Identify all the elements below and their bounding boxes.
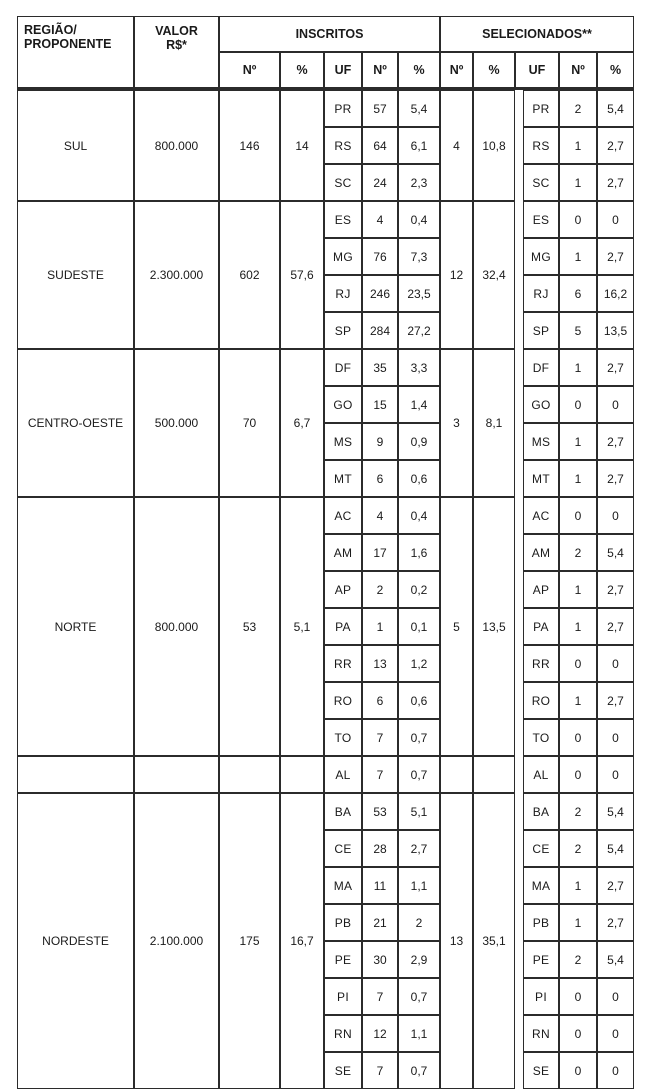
state-selecionados-num-cell: 2	[559, 793, 597, 830]
state-selecionados-num-cell: 1	[559, 608, 597, 645]
state-uf-cell: GO	[324, 386, 362, 423]
region-name-cell: SUDESTE	[17, 201, 134, 349]
state-selecionados-num-cell: 0	[559, 386, 597, 423]
state-selecionados-num-cell: 2	[559, 830, 597, 867]
state-selecionados-num-cell: 1	[559, 127, 597, 164]
header-sel-num: Nº	[440, 52, 473, 88]
state-selecionados-pct-cell: 16,2	[597, 275, 634, 312]
state-inscritos-num-cell: 30	[362, 941, 398, 978]
header-valor	[134, 16, 219, 88]
region-name-cell: CENTRO-OESTE	[17, 349, 134, 497]
state-inscritos-pct-cell: 5,4	[398, 90, 440, 127]
region-selecionados-num-cell: 13	[440, 793, 473, 1089]
header-regiao: REGIÃO/	[24, 23, 77, 37]
region-inscritos-pct-cell: 16,7	[280, 793, 324, 1089]
state-inscritos-pct-cell: 6,1	[398, 127, 440, 164]
table-row	[17, 201, 634, 238]
region-selecionados-pct-cell: 10,8	[473, 90, 515, 201]
header-row-top	[17, 16, 634, 52]
region-inscritos-pct-cell: 5,1	[280, 497, 324, 756]
region-selecionados-pct-cell: 32,4	[473, 201, 515, 349]
state-uf-cell: AL	[324, 756, 362, 793]
state-sel-uf-cell: SP	[523, 312, 559, 349]
state-selecionados-pct-cell: 13,5	[597, 312, 634, 349]
state-selecionados-num-cell: 1	[559, 460, 597, 497]
state-uf-cell: MT	[324, 460, 362, 497]
state-selecionados-pct-cell: 2,7	[597, 867, 634, 904]
state-uf-cell: RO	[324, 682, 362, 719]
state-selecionados-num-cell: 0	[559, 1015, 597, 1052]
region-inscritos-num-cell: 146	[219, 90, 280, 201]
state-inscritos-pct-cell: 3,3	[398, 349, 440, 386]
state-inscritos-pct-cell: 0,4	[398, 201, 440, 238]
state-uf-cell: PI	[324, 978, 362, 1015]
region-selecionados-num-cell: 5	[440, 497, 473, 756]
state-inscritos-num-cell: 7	[362, 978, 398, 1015]
region-inscritos-num-cell	[219, 756, 280, 793]
state-sel-uf-cell: RS	[523, 127, 559, 164]
state-sel-uf-cell: RJ	[523, 275, 559, 312]
state-selecionados-pct-cell: 2,7	[597, 904, 634, 941]
state-uf-cell: RS	[324, 127, 362, 164]
state-selecionados-pct-cell: 2,7	[597, 608, 634, 645]
region-inscritos-pct-cell	[280, 756, 324, 793]
header-ins-num: Nº	[219, 52, 280, 88]
state-selecionados-pct-cell: 2,7	[597, 127, 634, 164]
state-uf-cell: SE	[324, 1052, 362, 1089]
state-uf-cell: AM	[324, 534, 362, 571]
region-selecionados-pct-cell: 35,1	[473, 793, 515, 1089]
region-valor-cell: 800.000	[134, 497, 219, 756]
state-inscritos-pct-cell: 2,3	[398, 164, 440, 201]
state-selecionados-pct-cell: 0	[597, 756, 634, 793]
state-sel-uf-cell: PR	[523, 90, 559, 127]
region-selecionados-num-cell: 4	[440, 90, 473, 201]
state-selecionados-num-cell: 0	[559, 978, 597, 1015]
state-inscritos-pct-cell: 27,2	[398, 312, 440, 349]
state-inscritos-pct-cell: 2,7	[398, 830, 440, 867]
state-selecionados-num-cell: 2	[559, 534, 597, 571]
region-name-cell: NORTE	[17, 497, 134, 756]
state-uf-cell: RR	[324, 645, 362, 682]
region-inscritos-pct-cell: 14	[280, 90, 324, 201]
state-inscritos-num-cell: 15	[362, 386, 398, 423]
state-sel-uf-cell: RN	[523, 1015, 559, 1052]
state-selecionados-num-cell: 2	[559, 90, 597, 127]
state-inscritos-pct-cell: 5,1	[398, 793, 440, 830]
state-selecionados-num-cell: 1	[559, 867, 597, 904]
state-selecionados-num-cell: 1	[559, 164, 597, 201]
state-inscritos-pct-cell: 0,7	[398, 978, 440, 1015]
state-selecionados-num-cell: 0	[559, 756, 597, 793]
state-inscritos-num-cell: 53	[362, 793, 398, 830]
state-selecionados-pct-cell: 0	[597, 497, 634, 534]
state-selecionados-num-cell: 2	[559, 941, 597, 978]
table-row	[17, 756, 634, 793]
state-inscritos-num-cell: 4	[362, 201, 398, 238]
header-regiao-proponente	[17, 16, 134, 88]
state-sel-uf-cell: TO	[523, 719, 559, 756]
state-uf-cell: PE	[324, 941, 362, 978]
state-sel-uf-cell: AM	[523, 534, 559, 571]
state-inscritos-pct-cell: 1,4	[398, 386, 440, 423]
state-selecionados-num-cell: 0	[559, 497, 597, 534]
state-selecionados-pct-cell: 2,7	[597, 460, 634, 497]
state-selecionados-num-cell: 1	[559, 238, 597, 275]
state-sel-uf-cell: MT	[523, 460, 559, 497]
region-valor-cell: 500.000	[134, 349, 219, 497]
state-inscritos-num-cell: 76	[362, 238, 398, 275]
state-inscritos-pct-cell: 1,6	[398, 534, 440, 571]
state-uf-cell: SC	[324, 164, 362, 201]
state-selecionados-pct-cell: 5,4	[597, 830, 634, 867]
column-gap	[515, 349, 523, 497]
header-ins-uf: UF	[324, 52, 362, 88]
region-inscritos-num-cell: 602	[219, 201, 280, 349]
header-proponente: PROPONENTE	[24, 37, 112, 51]
state-sel-uf-cell: BA	[523, 793, 559, 830]
table-row	[17, 349, 634, 386]
region-inscritos-num-cell: 70	[219, 349, 280, 497]
state-selecionados-pct-cell: 2,7	[597, 349, 634, 386]
state-inscritos-num-cell: 6	[362, 682, 398, 719]
header-inscritos: INSCRITOS	[219, 16, 440, 52]
header-selecionados: SELECIONADOS**	[440, 16, 634, 52]
state-sel-uf-cell: AC	[523, 497, 559, 534]
header-ins-uf-num: Nº	[362, 52, 398, 88]
header-valor-label: VALOR	[155, 24, 198, 38]
region-valor-cell	[134, 756, 219, 793]
state-selecionados-pct-cell: 0	[597, 386, 634, 423]
state-sel-uf-cell: MG	[523, 238, 559, 275]
column-gap	[515, 90, 523, 201]
state-sel-uf-cell: ES	[523, 201, 559, 238]
state-inscritos-pct-cell: 1,2	[398, 645, 440, 682]
state-selecionados-pct-cell: 0	[597, 201, 634, 238]
state-uf-cell: PB	[324, 904, 362, 941]
header-sel-uf-num: Nº	[559, 52, 597, 88]
state-uf-cell: TO	[324, 719, 362, 756]
state-inscritos-pct-cell: 0,2	[398, 571, 440, 608]
state-inscritos-num-cell: 21	[362, 904, 398, 941]
state-selecionados-num-cell: 1	[559, 904, 597, 941]
state-inscritos-pct-cell: 0,6	[398, 460, 440, 497]
state-inscritos-num-cell: 6	[362, 460, 398, 497]
state-inscritos-num-cell: 1	[362, 608, 398, 645]
state-inscritos-pct-cell: 0,1	[398, 608, 440, 645]
state-inscritos-num-cell: 4	[362, 497, 398, 534]
table-row	[17, 793, 634, 830]
state-selecionados-pct-cell: 0	[597, 645, 634, 682]
region-selecionados-num-cell	[440, 756, 473, 793]
header-ins-pct: %	[280, 52, 324, 88]
state-selecionados-num-cell: 1	[559, 571, 597, 608]
state-selecionados-pct-cell: 2,7	[597, 164, 634, 201]
region-selecionados-pct-cell: 8,1	[473, 349, 515, 497]
state-uf-cell: PR	[324, 90, 362, 127]
state-sel-uf-cell: PE	[523, 941, 559, 978]
state-sel-uf-cell: SE	[523, 1052, 559, 1089]
state-uf-cell: MA	[324, 867, 362, 904]
column-gap	[515, 756, 523, 793]
region-inscritos-num-cell: 53	[219, 497, 280, 756]
state-uf-cell: RJ	[324, 275, 362, 312]
state-uf-cell: ES	[324, 201, 362, 238]
table-row	[17, 497, 634, 534]
state-uf-cell: SP	[324, 312, 362, 349]
state-uf-cell: CE	[324, 830, 362, 867]
state-sel-uf-cell: AL	[523, 756, 559, 793]
state-inscritos-num-cell: 7	[362, 1052, 398, 1089]
state-selecionados-num-cell: 0	[559, 1052, 597, 1089]
state-inscritos-pct-cell: 0,4	[398, 497, 440, 534]
state-inscritos-num-cell: 7	[362, 719, 398, 756]
state-sel-uf-cell: MA	[523, 867, 559, 904]
state-inscritos-pct-cell: 0,7	[398, 756, 440, 793]
state-selecionados-pct-cell: 0	[597, 1052, 634, 1089]
state-sel-uf-cell: MS	[523, 423, 559, 460]
column-gap	[515, 201, 523, 349]
state-inscritos-pct-cell: 0,6	[398, 682, 440, 719]
state-inscritos-num-cell: 24	[362, 164, 398, 201]
state-sel-uf-cell: SC	[523, 164, 559, 201]
state-selecionados-num-cell: 5	[559, 312, 597, 349]
region-selecionados-num-cell: 3	[440, 349, 473, 497]
state-inscritos-pct-cell: 23,5	[398, 275, 440, 312]
region-inscritos-num-cell: 175	[219, 793, 280, 1089]
state-selecionados-num-cell: 1	[559, 349, 597, 386]
column-gap	[515, 793, 523, 1089]
header-sel-uf-pct: %	[597, 52, 634, 88]
state-inscritos-num-cell: 9	[362, 423, 398, 460]
region-name-cell: SUL	[17, 90, 134, 201]
state-inscritos-num-cell: 246	[362, 275, 398, 312]
state-selecionados-num-cell: 0	[559, 645, 597, 682]
state-sel-uf-cell: AP	[523, 571, 559, 608]
state-selecionados-pct-cell: 0	[597, 719, 634, 756]
header-sel-pct: %	[473, 52, 515, 88]
state-selecionados-num-cell: 6	[559, 275, 597, 312]
state-uf-cell: DF	[324, 349, 362, 386]
state-inscritos-num-cell: 17	[362, 534, 398, 571]
state-uf-cell: MG	[324, 238, 362, 275]
header-valor-currency: R$*	[166, 38, 187, 52]
region-selecionados-pct-cell	[473, 756, 515, 793]
region-name-cell	[17, 756, 134, 793]
state-inscritos-pct-cell: 1,1	[398, 867, 440, 904]
region-selecionados-pct-cell: 13,5	[473, 497, 515, 756]
state-sel-uf-cell: RR	[523, 645, 559, 682]
state-sel-uf-cell: GO	[523, 386, 559, 423]
state-inscritos-num-cell: 64	[362, 127, 398, 164]
state-sel-uf-cell: DF	[523, 349, 559, 386]
state-sel-uf-cell: CE	[523, 830, 559, 867]
state-inscritos-pct-cell: 2	[398, 904, 440, 941]
state-inscritos-num-cell: 284	[362, 312, 398, 349]
region-inscritos-pct-cell: 57,6	[280, 201, 324, 349]
state-inscritos-pct-cell: 0,9	[398, 423, 440, 460]
state-inscritos-num-cell: 57	[362, 90, 398, 127]
state-selecionados-pct-cell: 2,7	[597, 571, 634, 608]
header-ins-uf-pct: %	[398, 52, 440, 88]
state-selecionados-num-cell: 0	[559, 719, 597, 756]
region-inscritos-pct-cell: 6,7	[280, 349, 324, 497]
state-sel-uf-cell: RO	[523, 682, 559, 719]
state-selecionados-pct-cell: 5,4	[597, 941, 634, 978]
region-valor-cell: 2.300.000	[134, 201, 219, 349]
state-inscritos-num-cell: 2	[362, 571, 398, 608]
region-selecionados-num-cell: 12	[440, 201, 473, 349]
state-uf-cell: RN	[324, 1015, 362, 1052]
state-selecionados-num-cell: 1	[559, 682, 597, 719]
state-uf-cell: BA	[324, 793, 362, 830]
state-uf-cell: MS	[324, 423, 362, 460]
state-uf-cell: AC	[324, 497, 362, 534]
state-selecionados-num-cell: 1	[559, 423, 597, 460]
state-selecionados-pct-cell: 2,7	[597, 238, 634, 275]
state-selecionados-pct-cell: 0	[597, 1015, 634, 1052]
state-selecionados-pct-cell: 5,4	[597, 793, 634, 830]
state-inscritos-num-cell: 12	[362, 1015, 398, 1052]
state-inscritos-pct-cell: 1,1	[398, 1015, 440, 1052]
state-sel-uf-cell: PB	[523, 904, 559, 941]
state-inscritos-pct-cell: 2,9	[398, 941, 440, 978]
state-inscritos-pct-cell: 0,7	[398, 1052, 440, 1089]
state-sel-uf-cell: PA	[523, 608, 559, 645]
state-inscritos-pct-cell: 7,3	[398, 238, 440, 275]
state-inscritos-num-cell: 7	[362, 756, 398, 793]
state-selecionados-pct-cell: 2,7	[597, 423, 634, 460]
column-gap	[515, 497, 523, 756]
state-inscritos-num-cell: 11	[362, 867, 398, 904]
state-selecionados-pct-cell: 0	[597, 978, 634, 1015]
region-valor-cell: 2.100.000	[134, 793, 219, 1089]
state-uf-cell: PA	[324, 608, 362, 645]
state-selecionados-pct-cell: 5,4	[597, 90, 634, 127]
state-inscritos-num-cell: 13	[362, 645, 398, 682]
state-inscritos-num-cell: 35	[362, 349, 398, 386]
state-selecionados-pct-cell: 5,4	[597, 534, 634, 571]
state-inscritos-num-cell: 28	[362, 830, 398, 867]
header-sel-uf: UF	[515, 52, 559, 88]
state-selecionados-pct-cell: 2,7	[597, 682, 634, 719]
state-selecionados-num-cell: 0	[559, 201, 597, 238]
region-state-table	[17, 16, 634, 1089]
state-inscritos-pct-cell: 0,7	[398, 719, 440, 756]
state-uf-cell: AP	[324, 571, 362, 608]
region-valor-cell: 800.000	[134, 90, 219, 201]
region-name-cell: NORDESTE	[17, 793, 134, 1089]
state-sel-uf-cell: PI	[523, 978, 559, 1015]
table-row	[17, 90, 634, 127]
